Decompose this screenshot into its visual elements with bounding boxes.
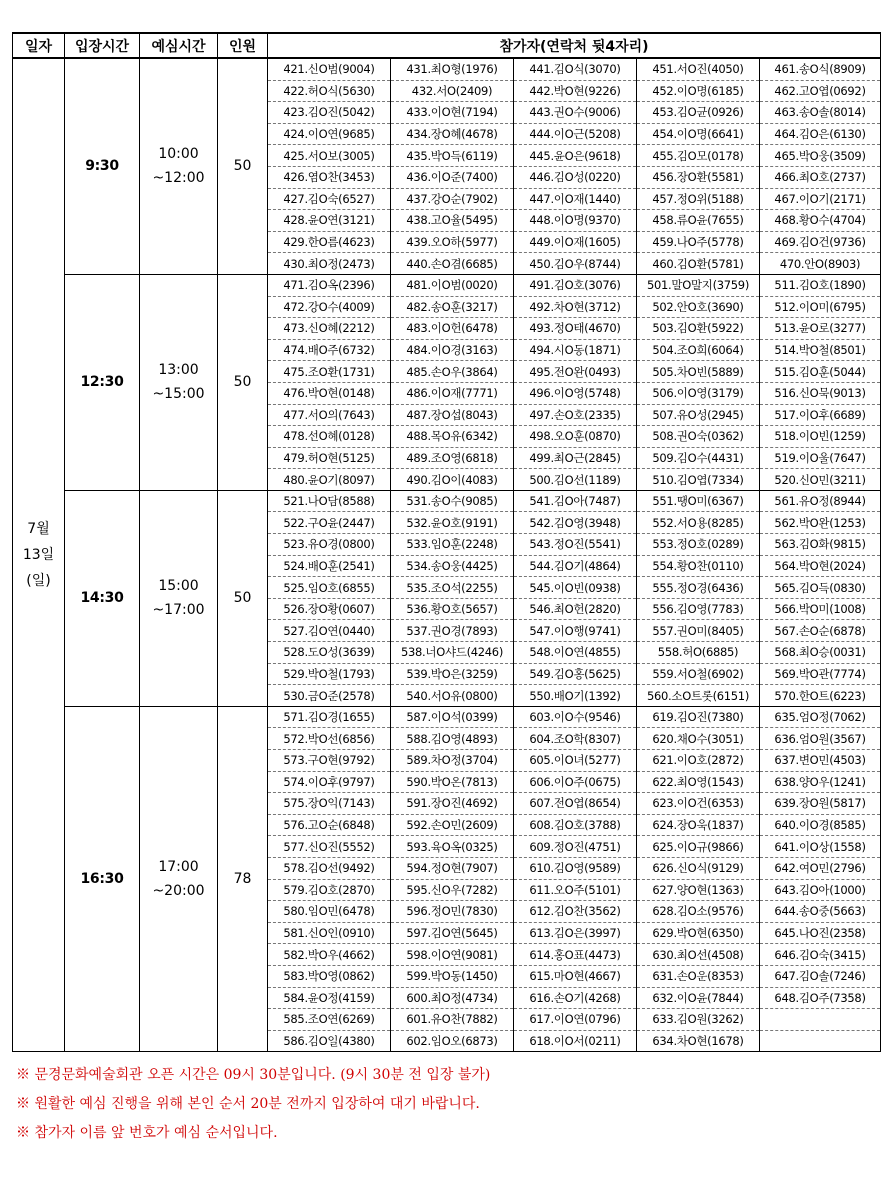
participant-cell: 553.정O호(0289) (637, 534, 760, 556)
date-line: (일) (26, 573, 51, 590)
participant-cell: 459.나O주(5778) (637, 231, 760, 253)
participant-cell: 531.송O수(9085) (391, 490, 514, 512)
participant-cell: 630.최O선(4508) (637, 944, 760, 966)
participant-cell: 516.신O묵(9013) (760, 382, 881, 404)
participant-cell: 591.장O진(4692) (391, 793, 514, 815)
participant-cell: 535.조O석(2255) (391, 577, 514, 599)
participant-cell: 642.여O민(2796) (760, 857, 881, 879)
participant-cell: 494.시O동(1871) (514, 339, 637, 361)
participant-cell: 564.박O현(2024) (760, 555, 881, 577)
participant-cell: 435.박O득(6119) (391, 145, 514, 167)
schedule-table (12, 32, 881, 1052)
rehearsal-time-cell (140, 274, 218, 490)
notes (16, 1066, 490, 1153)
participant-cell: 464.김O은(6130) (760, 123, 881, 145)
participant-cell: 513.윤O로(3277) (760, 318, 881, 340)
participant-cell: 489.조O영(6818) (391, 447, 514, 469)
participant-cell: 434.장O혜(4678) (391, 123, 514, 145)
participant-cell: 521.나O담(8588) (268, 490, 391, 512)
participant-cell: 450.김O우(8744) (514, 253, 637, 275)
participant-cell: 621.이O호(2872) (637, 750, 760, 772)
participant-cell: 628.김O소(9576) (637, 901, 760, 923)
participant-cell: 542.김O영(3948) (514, 512, 637, 534)
participant-cell: 632.이O윤(7844) (637, 987, 760, 1009)
participant-cell: 549.김O홍(5625) (514, 663, 637, 685)
participant-cell: 589.차O정(3704) (391, 750, 514, 772)
participant-cell: 508.권O숙(0362) (637, 426, 760, 448)
participant-cell: 610.김O영(9589) (514, 857, 637, 879)
rehearsal-time-line: ~17:00 (152, 602, 205, 619)
participant-cell: 470.안O(8903) (760, 253, 881, 275)
participant-cell: 453.김O균(0926) (637, 102, 760, 124)
participant-cell: 482.송O훈(3217) (391, 296, 514, 318)
participant-cell: 441.김O식(3070) (514, 58, 637, 80)
participant-cell: 518.이O빈(1259) (760, 426, 881, 448)
participant-cell: 526.장O황(0607) (268, 598, 391, 620)
participant-cell: 447.이O재(1440) (514, 188, 637, 210)
participant-cell: 597.김O연(5645) (391, 922, 514, 944)
participant-cell: 439.오O하(5977) (391, 231, 514, 253)
rehearsal-time-cell (140, 706, 218, 1052)
participant-cell: 422.허O식(5630) (268, 80, 391, 102)
participant-cell: 550.배O기(1392) (514, 685, 637, 707)
header-count: 인원 (218, 33, 268, 58)
header-rehearsal-time: 예심시간 (140, 33, 218, 58)
participant-cell: 505.차O빈(5889) (637, 361, 760, 383)
participant-cell: 648.김O주(7358) (760, 987, 881, 1009)
participant-cell: 497.손O호(2335) (514, 404, 637, 426)
participant-cell: 510.김O엽(7334) (637, 469, 760, 491)
participant-cell: 581.신O인(0910) (268, 922, 391, 944)
participant-cell: 475.조O환(1731) (268, 361, 391, 383)
participant-cell: 607.전O엽(8654) (514, 793, 637, 815)
participant-cell: 433.이O현(7194) (391, 102, 514, 124)
participant-cell: 517.이O후(6689) (760, 404, 881, 426)
participant-cell: 424.이O연(9685) (268, 123, 391, 145)
participant-cell: 631.손O운(8353) (637, 965, 760, 987)
participant-cell: 529.박O철(1793) (268, 663, 391, 685)
participant-cell: 432.서O(2409) (391, 80, 514, 102)
participant-cell: 421.신O범(9004) (268, 58, 391, 80)
participant-cell: 538.너O샤드(4246) (391, 642, 514, 664)
participant-cell: 476.박O현(0148) (268, 382, 391, 404)
participant-cell: 428.윤O연(3121) (268, 210, 391, 232)
participant-cell: 614.홍O표(4473) (514, 944, 637, 966)
rehearsal-time-line: ~15:00 (152, 386, 205, 403)
count-cell: 50 (218, 274, 268, 490)
participant-cell: 647.김O솔(7246) (760, 965, 881, 987)
participant-cell: 646.김O숙(3415) (760, 944, 881, 966)
participant-cell: 573.구O현(9792) (268, 750, 391, 772)
header-row (13, 33, 881, 58)
participant-cell: 544.김O기(4864) (514, 555, 637, 577)
participant-cell: 540.서O유(0800) (391, 685, 514, 707)
participant-cell: 445.윤O은(9618) (514, 145, 637, 167)
participant-cell: 454.이O명(6641) (637, 123, 760, 145)
participant-cell: 625.이O규(9866) (637, 836, 760, 858)
participant-cell: 509.김O수(4431) (637, 447, 760, 469)
participant-cell: 609.정O진(4751) (514, 836, 637, 858)
participant-cell: 554.황O찬(0110) (637, 555, 760, 577)
participant-cell: 606.이O주(0675) (514, 771, 637, 793)
participant-cell: 442.박O현(9226) (514, 80, 637, 102)
participant-cell: 493.정O태(4670) (514, 318, 637, 340)
participant-cell: 641.이O상(1558) (760, 836, 881, 858)
entry-time-cell: 12:30 (65, 274, 140, 490)
participant-cell: 558.허O(6885) (637, 642, 760, 664)
table-row (13, 490, 881, 512)
header-participants: 참가자(연락처 뒷4자리) (268, 33, 881, 58)
participant-cell: 579.김O호(2870) (268, 879, 391, 901)
participant-cell: 477.서O의(7643) (268, 404, 391, 426)
participant-cell: 524.배O훈(2541) (268, 555, 391, 577)
participant-cell: 600.최O정(4734) (391, 987, 514, 1009)
participant-cell: 479.허O현(5125) (268, 447, 391, 469)
participant-cell: 490.김O이(4083) (391, 469, 514, 491)
participant-cell: 456.장O환(5581) (637, 166, 760, 188)
participant-cell: 504.조O희(6064) (637, 339, 760, 361)
participant-cell: 629.박O현(6350) (637, 922, 760, 944)
participant-cell: 469.김O건(9736) (760, 231, 881, 253)
participant-cell: 444.이O근(5208) (514, 123, 637, 145)
participant-cell: 527.김O연(0440) (268, 620, 391, 642)
participant-cell: 465.박O웅(3509) (760, 145, 881, 167)
note-order: ※ 참가자 이름 앞 번호가 예심 순서입니다. (16, 1125, 278, 1141)
participant-cell: 514.박O철(8501) (760, 339, 881, 361)
participant-cell: 495.전O완(0493) (514, 361, 637, 383)
participant-cell: 466.최O호(2737) (760, 166, 881, 188)
rehearsal-time-cell (140, 490, 218, 706)
participant-cell: 519.이O울(7647) (760, 447, 881, 469)
participant-cell: 533.임O훈(2248) (391, 534, 514, 556)
participant-cell: 605.이O녀(5277) (514, 750, 637, 772)
participant-cell: 525.임O호(6855) (268, 577, 391, 599)
rehearsal-time-line: ~20:00 (152, 883, 205, 900)
participant-cell: 462.고O엽(0692) (760, 80, 881, 102)
participant-cell: 452.이O명(6185) (637, 80, 760, 102)
participant-cell: 532.윤O호(9191) (391, 512, 514, 534)
participant-cell: 598.이O연(9081) (391, 944, 514, 966)
participant-cell: 556.김O영(7783) (637, 598, 760, 620)
participant-cell: 574.이O후(9797) (268, 771, 391, 793)
participant-cell: 561.유O정(8944) (760, 490, 881, 512)
rehearsal-time-line: ~12:00 (152, 170, 205, 187)
participant-cell: 645.나O진(2358) (760, 922, 881, 944)
participant-cell: 448.이O명(9370) (514, 210, 637, 232)
participant-cell: 571.김O경(1655) (268, 706, 391, 728)
participant-cell: 492.차O현(3712) (514, 296, 637, 318)
participant-cell: 602.임O오(6873) (391, 1030, 514, 1052)
participant-cell: 636.엄O원(3567) (760, 728, 881, 750)
participant-cell: 481.이O범(0020) (391, 274, 514, 296)
participant-cell: 429.한O름(4623) (268, 231, 391, 253)
participant-cell: 472.강O수(4009) (268, 296, 391, 318)
participant-cell: 593.육O옥(0325) (391, 836, 514, 858)
participant-cell: 507.유O성(2945) (637, 404, 760, 426)
participant-cell: 555.정O경(6436) (637, 577, 760, 599)
participant-cell: 603.이O수(9546) (514, 706, 637, 728)
participant-cell: 548.이O연(4855) (514, 642, 637, 664)
participant-cell: 430.최O정(2473) (268, 253, 391, 275)
participant-cell: 592.손O민(2609) (391, 814, 514, 836)
participant-cell: 474.배O주(6732) (268, 339, 391, 361)
table-row (13, 274, 881, 296)
participant-cell: 438.고O율(5495) (391, 210, 514, 232)
participant-cell: 443.권O수(9006) (514, 102, 637, 124)
count-cell: 78 (218, 706, 268, 1052)
entry-time-cell: 9:30 (65, 58, 140, 274)
participant-cell: 534.송O웅(4425) (391, 555, 514, 577)
participant-cell: 478.선O혜(0128) (268, 426, 391, 448)
participant-cell: 622.최O영(1543) (637, 771, 760, 793)
participant-cell: 463.송O솔(8014) (760, 102, 881, 124)
participant-cell: 522.구O윤(2447) (268, 512, 391, 534)
participant-cell: 578.김O선(9492) (268, 857, 391, 879)
participant-cell: 551.땡O미(6367) (637, 490, 760, 512)
participant-cell: 585.조O연(6269) (268, 1009, 391, 1031)
participant-cell: 537.권O경(7893) (391, 620, 514, 642)
participant-cell: 620.채O수(3051) (637, 728, 760, 750)
participant-cell: 596.정O민(7830) (391, 901, 514, 923)
participant-cell: 496.이O영(5748) (514, 382, 637, 404)
participant-cell: 440.손O겸(6685) (391, 253, 514, 275)
participant-cell: 499.최O근(2845) (514, 447, 637, 469)
participant-cell: 627.양O현(1363) (637, 879, 760, 901)
participant-cell: 487.장O섭(8043) (391, 404, 514, 426)
participant-cell: 457.정O위(5188) (637, 188, 760, 210)
participant-cell: 567.손O순(6878) (760, 620, 881, 642)
participant-cell: 634.차O현(1678) (637, 1030, 760, 1052)
participant-cell: 539.박O은(3259) (391, 663, 514, 685)
participant-cell: 616.손O기(4268) (514, 987, 637, 1009)
participant-cell: 528.도O성(3639) (268, 642, 391, 664)
participant-cell: 588.김O영(4893) (391, 728, 514, 750)
participant-cell: 626.신O식(9129) (637, 857, 760, 879)
rehearsal-time-line: 13:00 (158, 362, 199, 379)
participant-cell: 639.장O원(5817) (760, 793, 881, 815)
participant-cell: 613.김O은(3997) (514, 922, 637, 944)
participant-cell: 503.김O환(5922) (637, 318, 760, 340)
participant-cell: 644.송O중(5663) (760, 901, 881, 923)
participant-cell: 512.이O미(6795) (760, 296, 881, 318)
participant-cell: 583.박O영(0862) (268, 965, 391, 987)
entry-time-cell: 14:30 (65, 490, 140, 706)
participant-cell: 560.소O트롯(6151) (637, 685, 760, 707)
date-line: 13일 (22, 547, 55, 564)
participant-cell: 594.정O현(7907) (391, 857, 514, 879)
participant-cell (760, 1030, 881, 1052)
participant-cell: 584.윤O정(4159) (268, 987, 391, 1009)
participant-cell: 515.김O훈(5044) (760, 361, 881, 383)
participant-cell: 500.김O선(1189) (514, 469, 637, 491)
participant-cell: 511.김O호(1890) (760, 274, 881, 296)
participant-cell: 436.이O준(7400) (391, 166, 514, 188)
participant-cell: 615.마O현(4667) (514, 965, 637, 987)
participant-cell: 491.김O호(3076) (514, 274, 637, 296)
participant-cell: 618.이O서(0211) (514, 1030, 637, 1052)
participant-cell: 423.김O진(5042) (268, 102, 391, 124)
participant-cell: 449.이O재(1605) (514, 231, 637, 253)
participant-cell: 587.이O석(0399) (391, 706, 514, 728)
participant-cell: 473.신O혜(2212) (268, 318, 391, 340)
participant-cell: 484.이O경(3163) (391, 339, 514, 361)
participant-cell: 451.서O진(4050) (637, 58, 760, 80)
participant-cell: 563.김O화(9815) (760, 534, 881, 556)
participant-cell: 612.김O찬(3562) (514, 901, 637, 923)
participant-cell: 572.박O선(6856) (268, 728, 391, 750)
participant-cell: 426.염O찬(3453) (268, 166, 391, 188)
rehearsal-time-cell (140, 58, 218, 274)
date-line: 7월 (27, 521, 50, 538)
participant-cell: 559.서O철(6902) (637, 663, 760, 685)
participant-cell: 546.최O헌(2820) (514, 598, 637, 620)
participant-cell: 566.박O미(1008) (760, 598, 881, 620)
participant-cell: 611.오O주(5101) (514, 879, 637, 901)
participant-cell: 486.이O재(7771) (391, 382, 514, 404)
participant-cell: 599.박O동(1450) (391, 965, 514, 987)
participant-cell: 624.장O욱(1837) (637, 814, 760, 836)
header-date: 일자 (13, 33, 65, 58)
participant-cell: 617.이O연(0796) (514, 1009, 637, 1031)
participant-cell: 619.김O진(7380) (637, 706, 760, 728)
participant-cell: 552.서O용(8285) (637, 512, 760, 534)
participant-cell: 437.강O순(7902) (391, 188, 514, 210)
participant-cell: 488.목O유(6342) (391, 426, 514, 448)
participant-cell: 576.고O순(6848) (268, 814, 391, 836)
table-row (13, 58, 881, 80)
participant-cell: 431.최O형(1976) (391, 58, 514, 80)
participant-cell: 565.김O득(0830) (760, 577, 881, 599)
participant-cell: 498.오O훈(0870) (514, 426, 637, 448)
participant-cell: 569.박O관(7774) (760, 663, 881, 685)
participant-cell: 460.김O환(5781) (637, 253, 760, 275)
participant-cell: 568.최O승(0031) (760, 642, 881, 664)
note-open-time: ※ 문경문화예술회관 오픈 시간은 09시 30분입니다. (9시 30분 전 입장 불가) (16, 1067, 491, 1083)
participant-cell: 575.장O익(7143) (268, 793, 391, 815)
participant-cell: 501.말O말지(3759) (637, 274, 760, 296)
participant-cell: 577.신O진(5552) (268, 836, 391, 858)
participant-cell: 543.정O진(5541) (514, 534, 637, 556)
participant-cell: 635.엄O정(7062) (760, 706, 881, 728)
participant-cell: 455.김O모(0178) (637, 145, 760, 167)
participant-cell: 623.이O건(6353) (637, 793, 760, 815)
participant-cell: 640.이O경(8585) (760, 814, 881, 836)
participant-cell: 582.박O우(4662) (268, 944, 391, 966)
participant-cell: 590.박O온(7813) (391, 771, 514, 793)
participant-cell: 506.이O영(3179) (637, 382, 760, 404)
participant-cell: 595.신O우(7282) (391, 879, 514, 901)
participant-cell: 523.유O경(0800) (268, 534, 391, 556)
count-cell: 50 (218, 58, 268, 274)
rehearsal-time-line: 17:00 (158, 859, 199, 876)
participant-cell: 608.김O호(3788) (514, 814, 637, 836)
participant-cell: 471.김O옥(2396) (268, 274, 391, 296)
participant-cell: 480.윤O기(8097) (268, 469, 391, 491)
participant-cell: 562.박O완(1253) (760, 512, 881, 534)
participant-cell: 467.이O기(2171) (760, 188, 881, 210)
participant-cell: 485.손O우(3864) (391, 361, 514, 383)
participant-cell: 545.이O빈(0938) (514, 577, 637, 599)
participant-cell: 643.김O아(1000) (760, 879, 881, 901)
note-arrival: ※ 원활한 예심 진행을 위해 본인 순서 20분 전까지 입장하여 대기 바랍니다. (16, 1096, 480, 1112)
participant-cell: 547.이O행(9741) (514, 620, 637, 642)
participant-cell: 483.이O헌(6478) (391, 318, 514, 340)
date-cell (13, 58, 65, 1052)
participant-cell (760, 1009, 881, 1031)
rehearsal-time-line: 10:00 (158, 146, 199, 163)
participant-cell: 530.금O준(2578) (268, 685, 391, 707)
participant-cell: 536.황O호(5657) (391, 598, 514, 620)
participant-cell: 633.김O원(3262) (637, 1009, 760, 1031)
header-entry-time: 입장시간 (65, 33, 140, 58)
participant-cell: 458.류O윤(7655) (637, 210, 760, 232)
participant-cell: 580.임O민(6478) (268, 901, 391, 923)
participant-cell: 502.안O호(3690) (637, 296, 760, 318)
participant-cell: 638.양O우(1241) (760, 771, 881, 793)
participant-cell: 461.송O식(8909) (760, 58, 881, 80)
participant-cell: 637.변O민(4503) (760, 750, 881, 772)
rehearsal-time-line: 15:00 (158, 578, 199, 595)
participant-cell: 446.김O성(0220) (514, 166, 637, 188)
count-cell: 50 (218, 490, 268, 706)
entry-time-cell: 16:30 (65, 706, 140, 1052)
participant-cell: 468.황O수(4704) (760, 210, 881, 232)
participant-cell: 586.김O일(4380) (268, 1030, 391, 1052)
participant-cell: 520.신O민(3211) (760, 469, 881, 491)
participant-cell: 541.김O아(7487) (514, 490, 637, 512)
table-row (13, 706, 881, 728)
participant-cell: 427.김O숙(6527) (268, 188, 391, 210)
participant-cell: 557.권O미(8405) (637, 620, 760, 642)
participant-cell: 425.서O보(3005) (268, 145, 391, 167)
participant-cell: 570.한O트(6223) (760, 685, 881, 707)
participant-cell: 604.조O학(8307) (514, 728, 637, 750)
participant-cell: 601.유O찬(7882) (391, 1009, 514, 1031)
